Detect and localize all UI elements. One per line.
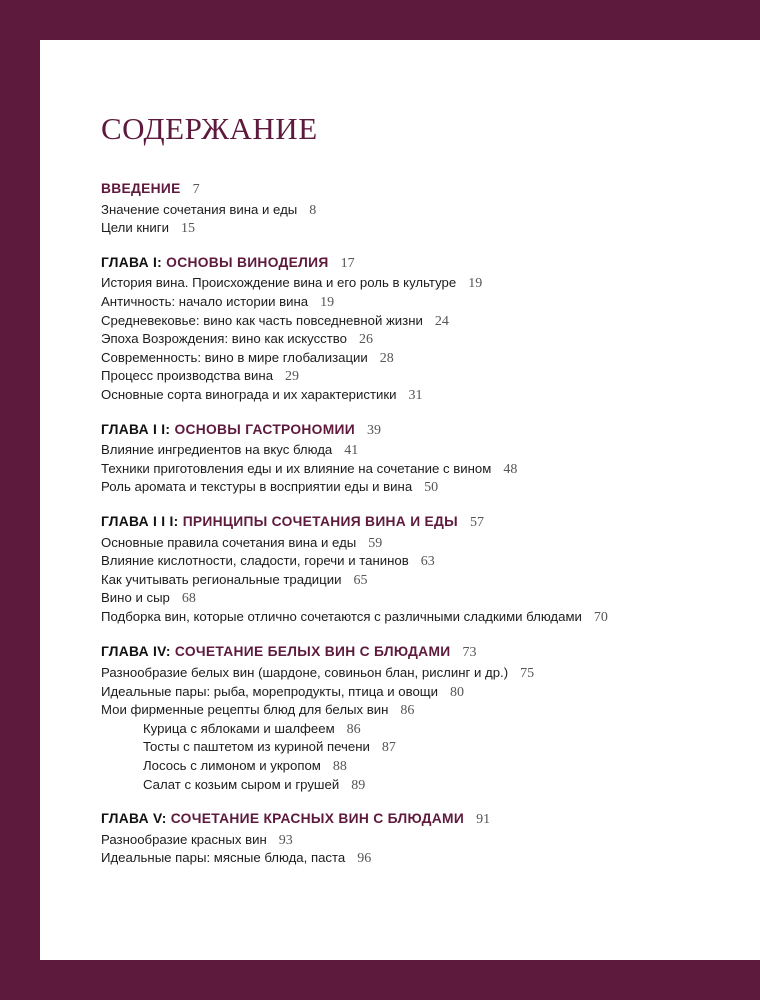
toc-entry-text: Основные правила сочетания вина и еды xyxy=(101,534,357,550)
toc-entry-text: Подборка вин, которые отлично сочетаются с различными сладкими блюдами xyxy=(101,608,582,624)
toc-entry[interactable] xyxy=(101,330,751,349)
toc-subentry[interactable] xyxy=(101,757,751,776)
toc-entry[interactable] xyxy=(101,683,751,702)
toc-page-number: 73 xyxy=(462,645,477,661)
toc-entry[interactable] xyxy=(101,201,751,220)
toc-heading-prefix: ГЛАВА I: xyxy=(101,254,167,270)
toc-entry-text: Разнообразие красных вин xyxy=(101,831,267,847)
toc-entry-text: Процесс производства вина xyxy=(101,368,274,384)
toc-page-number: 19 xyxy=(320,294,335,310)
toc-page-number: 15 xyxy=(180,221,195,237)
toc-entry[interactable] xyxy=(101,219,751,238)
toc-page-number: 63 xyxy=(420,554,435,570)
toc-page-number: 8 xyxy=(309,202,317,218)
toc-heading[interactable] xyxy=(101,254,751,273)
toc-page-number: 17 xyxy=(340,255,355,271)
toc-page-number: 59 xyxy=(368,535,383,551)
toc-entry[interactable] xyxy=(101,441,751,460)
toc-entry[interactable] xyxy=(101,349,751,368)
toc-section-introduction xyxy=(101,180,751,238)
toc-entry[interactable] xyxy=(101,664,751,683)
toc-subentry[interactable] xyxy=(101,738,751,757)
toc-entry[interactable] xyxy=(101,534,751,553)
toc-entry-text: Значение сочетания вина и еды xyxy=(101,201,298,217)
toc-page-number: 50 xyxy=(424,480,439,496)
toc-section-chapter-1 xyxy=(101,254,751,405)
toc-entry[interactable] xyxy=(101,552,751,571)
toc-page-number: 24 xyxy=(434,313,449,329)
toc-page-number: 91 xyxy=(476,812,491,828)
toc-entry-text: Салат с козьим сыром и грушей xyxy=(143,776,340,792)
toc-subentry[interactable] xyxy=(101,720,751,739)
toc-page-number: 68 xyxy=(181,591,196,607)
toc-page-number: 86 xyxy=(400,703,415,719)
toc-entry-text: Античность: начало истории вина xyxy=(101,293,309,309)
toc-entry[interactable] xyxy=(101,312,751,331)
toc-heading[interactable] xyxy=(101,643,751,662)
toc-section-chapter-2 xyxy=(101,421,751,497)
toc-entry-text: Влияние ингредиентов на вкус блюда xyxy=(101,442,333,458)
toc-section-chapter-4 xyxy=(101,643,751,794)
toc-entry[interactable] xyxy=(101,589,751,608)
toc-heading-name: ОСНОВЫ ГАСТРОНОМИИ xyxy=(174,421,355,437)
toc-section-chapter-5 xyxy=(101,810,751,868)
toc-heading-prefix: ГЛАВА I I I: xyxy=(101,513,183,529)
toc-entry[interactable] xyxy=(101,460,751,479)
toc-entry-text: Роль аромата и текстуры в восприятии еды и вина xyxy=(101,479,413,495)
toc-page-number: 89 xyxy=(351,777,366,793)
toc-entry-text: Вино и сыр xyxy=(101,590,170,606)
toc-entry-text: Разнообразие белых вин (шардоне, совиньон блан, рислинг и др.) xyxy=(101,665,509,681)
toc-heading-name: ПРИНЦИПЫ СОЧЕТАНИЯ ВИНА И ЕДЫ xyxy=(182,513,458,529)
toc-entry[interactable] xyxy=(101,849,751,868)
toc-page-number: 86 xyxy=(346,721,361,737)
toc-entry[interactable] xyxy=(101,608,621,628)
toc-page-number: 75 xyxy=(520,666,535,682)
toc-entry[interactable] xyxy=(101,478,751,497)
toc-page-number: 87 xyxy=(381,740,396,756)
toc-entry-text: История вина. Происхождение вина и его роль в культуре xyxy=(101,275,457,291)
toc-entry[interactable] xyxy=(101,293,751,312)
toc-entry-text: Идеальные пары: мясные блюда, паста xyxy=(101,850,346,866)
toc-entry-text: Цели книги xyxy=(101,220,169,236)
toc-entry[interactable] xyxy=(101,367,751,386)
toc-entry[interactable] xyxy=(101,571,751,590)
toc-page-number: 57 xyxy=(469,514,484,530)
table-of-contents xyxy=(101,180,751,884)
toc-entry-text: Лосось с лимоном и укропом xyxy=(143,758,321,774)
document-page xyxy=(40,40,760,960)
toc-entry-text: Эпоха Возрождения: вино как искусство xyxy=(101,331,347,347)
toc-heading[interactable] xyxy=(101,421,751,440)
toc-heading[interactable] xyxy=(101,513,751,532)
page-title: СОДЕРЖАНИЕ xyxy=(101,111,318,146)
toc-heading-prefix: ГЛАВА IV: xyxy=(101,644,175,660)
toc-entry-text: Современность: вино в мире глобализации xyxy=(101,349,368,365)
toc-entry-text: Как учитывать региональные традиции xyxy=(101,571,342,587)
toc-page-number: 28 xyxy=(379,350,394,366)
toc-entry-text: Техники приготовления еды и их влияние на сочетание с вином xyxy=(101,460,492,476)
toc-entry-text: Мои фирменные рецепты блюд для белых вин xyxy=(101,702,389,718)
toc-page-number: 70 xyxy=(593,609,608,625)
toc-page-number: 19 xyxy=(468,276,483,292)
toc-page-number: 80 xyxy=(450,684,465,700)
toc-page-number: 41 xyxy=(344,443,359,459)
toc-entry-text: Средневековье: вино как часть повседневной жизни xyxy=(101,312,423,328)
toc-entry-text: Идеальные пары: рыба, морепродукты, птица и овощи xyxy=(101,683,439,699)
toc-entry-text: Тосты с паштетом из куриной печени xyxy=(143,739,370,755)
toc-entry[interactable] xyxy=(101,386,751,405)
toc-entry[interactable] xyxy=(101,831,751,850)
toc-entry-text: Влияние кислотности, сладости, горечи и танинов xyxy=(101,553,409,569)
toc-heading-name: СОЧЕТАНИЕ КРАСНЫХ ВИН С БЛЮДАМИ xyxy=(170,811,465,827)
toc-entry[interactable] xyxy=(101,701,751,720)
toc-section-chapter-3 xyxy=(101,513,751,628)
toc-heading-prefix: ГЛАВА V: xyxy=(101,811,171,827)
toc-entry-text: Курица с яблоками и шалфеем xyxy=(143,720,335,736)
toc-page-number: 31 xyxy=(408,387,423,403)
toc-heading-name: ОСНОВЫ ВИНОДЕЛИЯ xyxy=(166,254,329,270)
toc-heading-prefix: ГЛАВА I I: xyxy=(101,421,175,437)
toc-entry-text: Основные сорта винограда и их характеристики xyxy=(101,386,397,402)
toc-page-number: 39 xyxy=(366,422,381,438)
toc-page-number: 7 xyxy=(192,182,200,197)
toc-subentry[interactable] xyxy=(101,776,751,795)
toc-heading-prefix: ВВЕДЕНИЕ xyxy=(101,181,181,196)
toc-page-number: 26 xyxy=(359,332,373,348)
toc-page-number: 48 xyxy=(503,461,518,477)
toc-page-number: 88 xyxy=(332,759,347,775)
toc-heading[interactable] xyxy=(101,810,751,829)
toc-entry[interactable] xyxy=(101,274,751,293)
toc-heading-name: СОЧЕТАНИЕ БЕЛЫХ ВИН С БЛЮДАМИ xyxy=(174,644,451,660)
toc-page-number: 96 xyxy=(357,851,372,867)
toc-page-number: 29 xyxy=(285,369,300,385)
toc-page-number: 65 xyxy=(353,572,368,588)
toc-page-number: 93 xyxy=(278,832,293,848)
toc-heading[interactable] xyxy=(101,180,751,199)
